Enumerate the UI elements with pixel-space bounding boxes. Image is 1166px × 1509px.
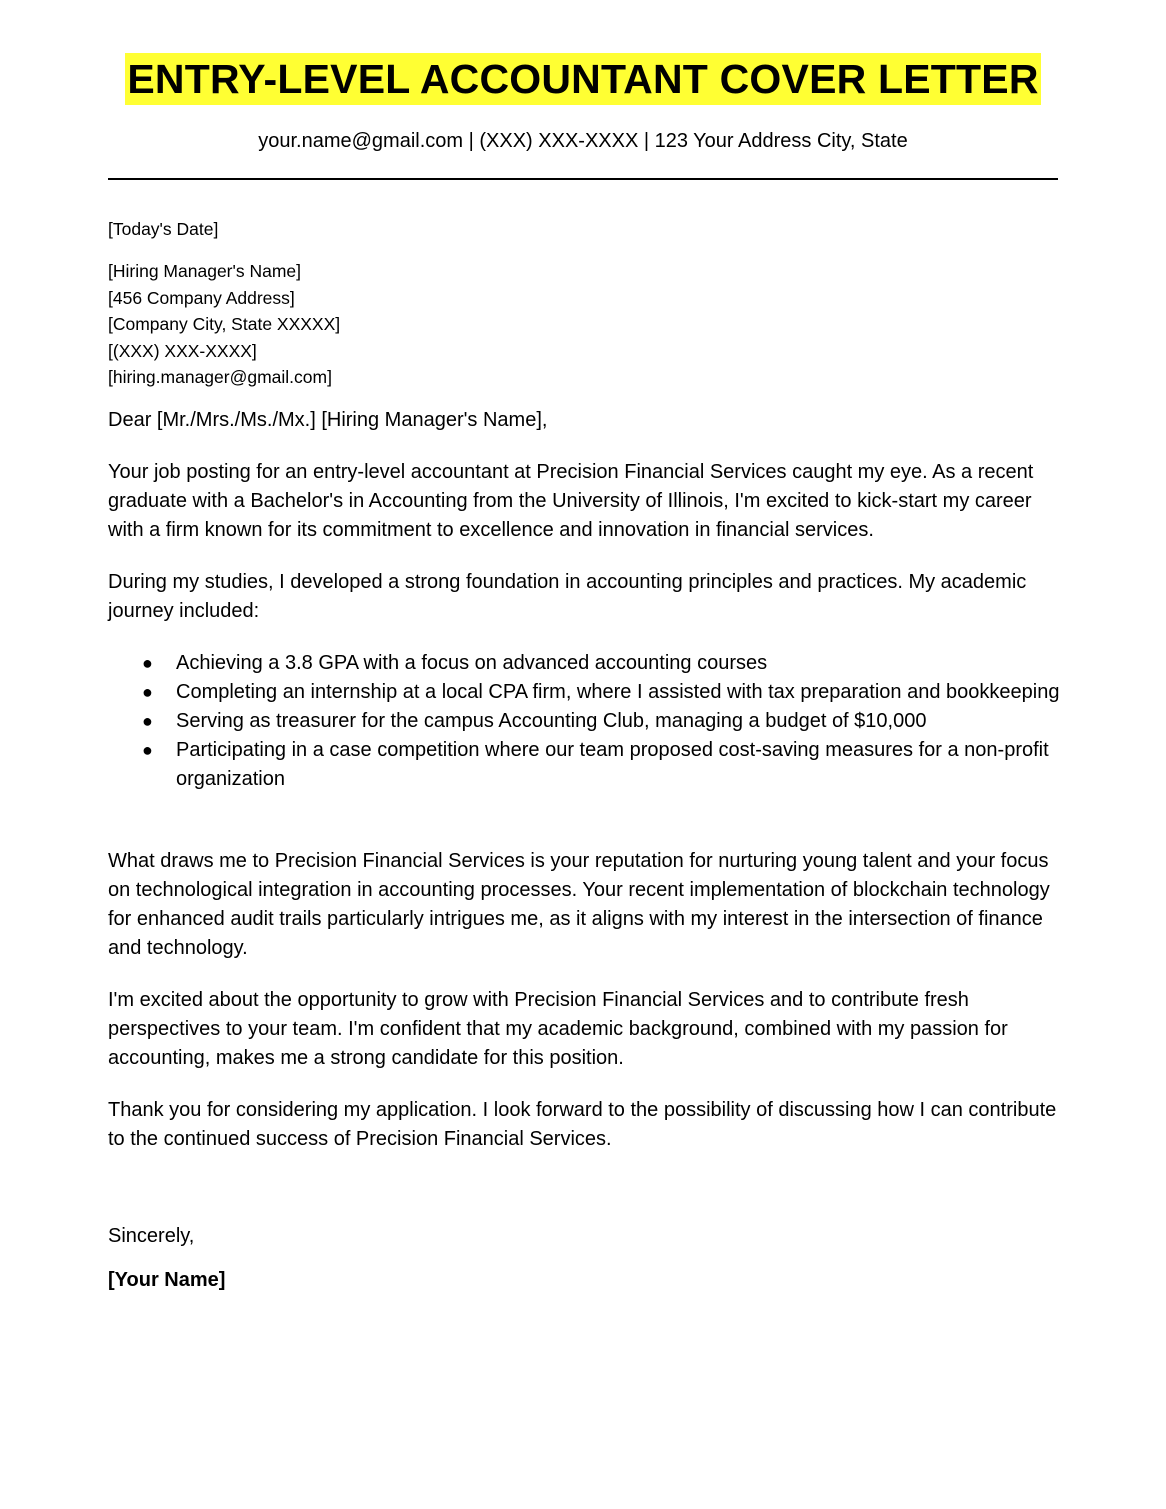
body-paragraph-motivation [108, 847, 1068, 963]
paragraph-text: During my studies, I developed a strong foundation in accounting principles and practices. My academic journey included: [108, 571, 1027, 622]
recipient-phone: [(XXX) XXX-XXXX] [108, 340, 257, 361]
recipient-block [108, 258, 340, 391]
signature-name: [Your Name] [108, 1269, 226, 1291]
closing: Sincerely, [108, 1225, 195, 1247]
paragraph-text: I'm excited about the opportunity to grow with Precision Financial Services and to contribute fresh perspectives to your team. I'm confident that my academic background, combined with my passion for accounting, makes me a strong candidate for this position. [108, 989, 1008, 1069]
body-paragraph-opportunity [108, 986, 1068, 1073]
bullet-icon: ● [142, 711, 153, 731]
list-item [108, 736, 1068, 794]
paragraph-text: Your job posting for an entry-level accountant at Precision Financial Services caught my eye. As a recent graduate with a Bachelor's in Accounting from the University of Illinois, I'm excited to kick-start my career with a firm known for its commitment to excellence and innovation in financial services. [108, 461, 1034, 541]
body-paragraph-thanks [108, 1096, 1068, 1154]
list-item [108, 649, 1068, 678]
recipient-name: [Hiring Manager's Name] [108, 261, 301, 281]
bullet-icon: ● [142, 653, 153, 673]
achievements-list [108, 649, 1068, 794]
paragraph-text: What draws me to Precision Financial Services is your reputation for nurturing young talent and your focus on technological integration in accounting processes. Your recent implementation of blockchain technology for enhanced audit trails particularly intrigues me, as it aligns with my interest in the intersection of finance and technology. [108, 850, 1050, 959]
recipient-email: [hiring.manager@gmail.com] [108, 367, 332, 387]
body-paragraph-studies [108, 568, 1068, 626]
list-item-text: Serving as treasurer for the campus Accounting Club, managing a budget of $10,000 [176, 710, 927, 732]
list-item [108, 678, 1068, 707]
recipient-address: [456 Company Address] [108, 287, 295, 308]
paragraph-text: Thank you for considering my application. I look forward to the possibility of discussing how I can contribute to the continued success of Precision Financial Services. [108, 1099, 1057, 1150]
bullet-icon: ● [142, 740, 153, 760]
contact-line: your.name@gmail.com | (XXX) XXX-XXXX | 123 Your Address City, State [258, 130, 908, 152]
salutation: Dear [Mr./Mrs./Ms./Mx.] [Hiring Manager's Name], [108, 409, 548, 431]
header-divider [108, 178, 1058, 180]
list-item-text: Participating in a case competition where our team proposed cost-saving measures for a non-profit organization [176, 739, 1049, 790]
list-item [108, 707, 1068, 736]
page-title: ENTRY-LEVEL ACCOUNTANT COVER LETTER [125, 53, 1040, 105]
bullet-icon: ● [142, 682, 153, 702]
list-item-text: Completing an internship at a local CPA firm, where I assisted with tax preparation and bookkeeping [176, 681, 1060, 703]
recipient-city-state: [Company City, State XXXXX] [108, 314, 341, 334]
letter-date: [Today's Date] [108, 219, 219, 239]
list-item-text: Achieving a 3.8 GPA with a focus on advanced accounting courses [176, 652, 768, 674]
body-paragraph-intro [108, 458, 1068, 545]
title-container [0, 53, 1166, 105]
